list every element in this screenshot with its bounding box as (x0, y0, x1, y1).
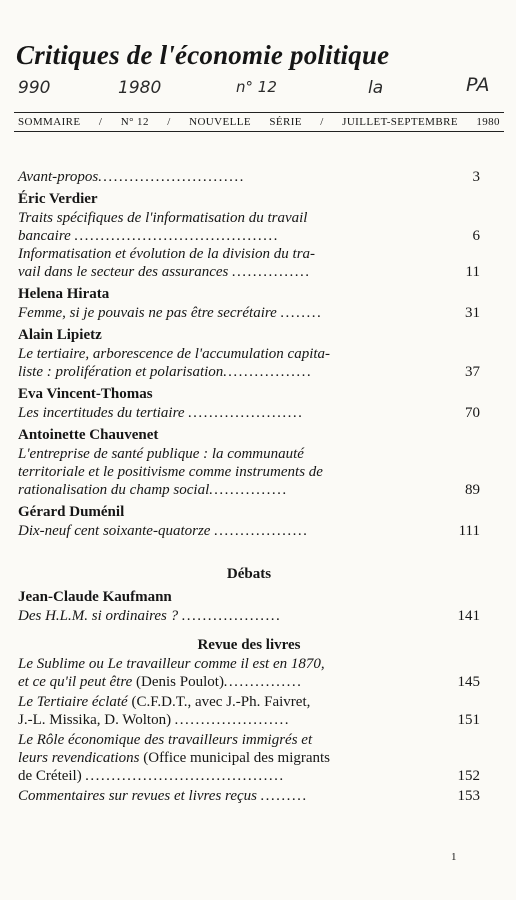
sommaire-sep: / (167, 116, 171, 128)
entry-title: vail dans le secteur des assurances (18, 264, 229, 280)
toc-entry (18, 522, 480, 540)
toc-entry-avant-propos (18, 168, 480, 186)
entry-title: Le Sublime ou Le travailleur comme il est en 1870, (18, 656, 325, 672)
page-number: 6 (472, 228, 480, 244)
handwritten-note: n° 12 (236, 78, 277, 96)
toc-entry (18, 693, 480, 729)
toc-entry (18, 607, 480, 625)
toc-entry (18, 209, 480, 245)
entry-title: Femme, si je pouvais ne pas être secrétaire (18, 305, 277, 321)
section-heading-debats: Débats (226, 566, 272, 582)
dot-leader: ...................... (174, 712, 291, 728)
header-rule-top (14, 112, 504, 113)
dot-leader: ............... (223, 674, 303, 690)
entry-credit: (Denis Poulot) (136, 674, 224, 690)
handwritten-note: PA (466, 74, 490, 96)
sommaire-sep: / (98, 116, 103, 128)
dot-leader: ......... (260, 788, 308, 804)
author-name: Eva Vincent-Thomas (18, 386, 153, 402)
author-name: Gérard Duménil (18, 504, 125, 520)
sommaire-word: SOMMAIRE (18, 116, 81, 128)
issue-year: 1980 (476, 116, 500, 128)
dot-leader: ............................ (98, 169, 246, 185)
toc-entry (18, 304, 480, 322)
author-name: Alain Lipietz (18, 327, 102, 343)
entry-title: Des H.L.M. si ordinaires ? (18, 608, 179, 624)
page-number: 70 (465, 405, 480, 421)
entry-title: leurs revendications (18, 750, 140, 766)
toc-entry (18, 787, 480, 805)
section-heading-revue: Revue des livres (197, 637, 301, 653)
dot-leader: .................. (214, 523, 309, 539)
issue-months: JUILLET-SEPTEMBRE (342, 116, 458, 128)
dot-leader: ....................................... (74, 228, 280, 244)
dot-leader: ........ (280, 305, 323, 321)
toc-entry (18, 731, 480, 785)
author-name: Éric Verdier (18, 191, 98, 207)
entry-title: bancaire (18, 228, 71, 244)
dot-leader: ...................... (188, 405, 304, 421)
page-number: 141 (457, 608, 480, 624)
issue-number: N° 12 (120, 116, 149, 128)
entry-title: Informatisation et évolution de la division du tra- (18, 246, 316, 262)
entry-credit: (Office municipal des migrants (143, 750, 331, 766)
handwritten-note: 1980 (118, 78, 162, 98)
entry-title: territoriale et le positivisme comme instruments de (18, 464, 323, 480)
page-number: 151 (457, 712, 480, 728)
page-folio: 1 (451, 851, 457, 863)
author-name: Antoinette Chauvenet (18, 427, 159, 443)
page-number: 145 (457, 674, 480, 690)
page-number: 37 (465, 364, 480, 380)
toc-entry (18, 404, 480, 422)
entry-title: Commentaires sur revues et livres reçus (18, 788, 257, 804)
entry-credit: J.-L. Missika, D. Wolton) (18, 712, 172, 728)
page-number: 3 (472, 169, 480, 185)
dot-leader: ............... (209, 482, 288, 498)
entry-title: Avant-propos (18, 169, 99, 185)
sommaire-sep: / (320, 116, 324, 128)
dot-leader: ............... (232, 264, 311, 280)
page-number: 11 (465, 264, 480, 280)
page-number: 153 (457, 788, 480, 804)
entry-title: Le tertiaire, arborescence de l'accumulation capita- (18, 346, 331, 362)
dot-leader: ................... (181, 608, 282, 624)
entry-title: Les incertitudes du tertiaire (18, 405, 185, 421)
entry-credit: (C.F.D.T., avec J.-Ph. Faivret, (131, 694, 311, 710)
entry-title: rationalisation du champ social (18, 482, 210, 498)
dot-leader: ................. (223, 364, 313, 380)
toc-entry (18, 655, 480, 691)
dot-leader: ...................................... (85, 768, 285, 784)
entry-title: Traits spécifiques de l'informatisation du travail (18, 210, 308, 226)
header-rule-bottom (14, 131, 504, 132)
entry-title: liste : prolifération et polarisation (18, 364, 224, 380)
page-number: 152 (457, 768, 480, 784)
journal-title: Critiques de l'économie politique (16, 40, 390, 70)
author-name: Helena Hirata (18, 286, 110, 302)
page-number: 89 (465, 482, 480, 498)
author-name: Jean-Claude Kaufmann (18, 589, 172, 605)
toc-entry (18, 345, 480, 381)
handwritten-note: 990 (18, 78, 51, 98)
series-word: SÉRIE (269, 116, 302, 128)
entry-title: Le Rôle économique des travailleurs immigrés et (18, 732, 313, 748)
entry-title: et ce qu'il peut être (18, 674, 133, 690)
entry-title: L'entreprise de santé publique : la communauté (18, 446, 304, 462)
handwritten-note: la (368, 78, 384, 98)
table-of-contents (18, 168, 480, 805)
toc-entry (18, 245, 480, 281)
entry-credit: de Créteil) (18, 768, 82, 784)
page-number: 31 (465, 305, 480, 321)
page-number: 111 (458, 523, 480, 539)
entry-title: Le Tertiaire éclaté (18, 694, 128, 710)
toc-entry (18, 445, 480, 499)
series-word: NOUVELLE (189, 116, 251, 128)
entry-title: Dix-neuf cent soixante-quatorze (18, 523, 211, 539)
sommaire-line (18, 116, 500, 128)
